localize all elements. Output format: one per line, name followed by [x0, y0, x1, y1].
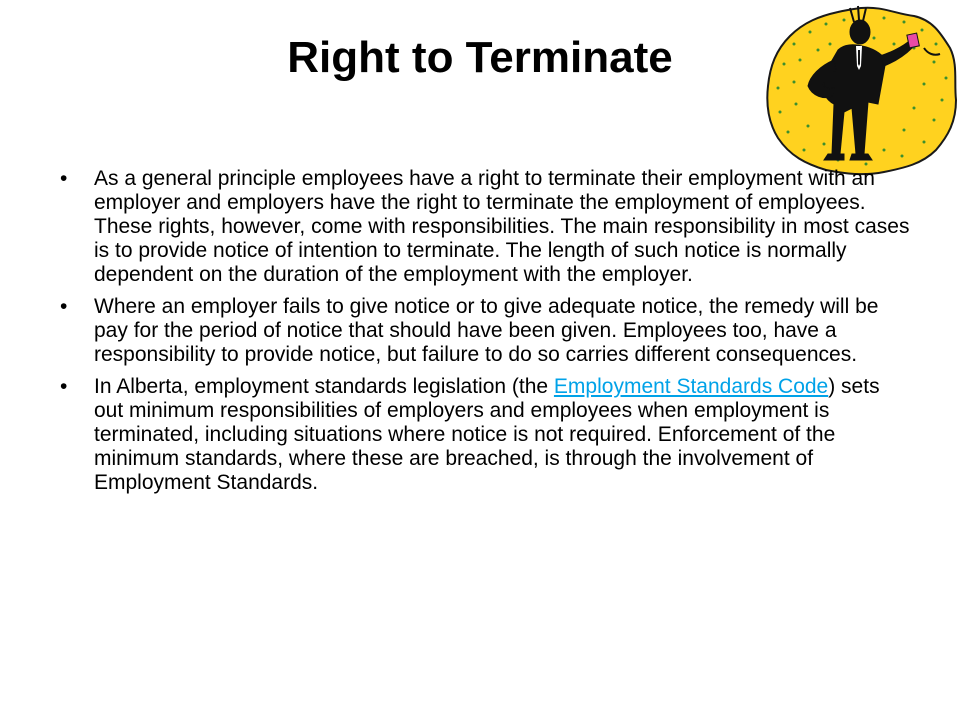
employment-standards-code-link[interactable]: Employment Standards Code — [553, 375, 829, 398]
bullet-item — [58, 167, 914, 287]
slide-title: Right to Terminate — [287, 33, 673, 82]
bullet-text: As a general principle employees have a right to terminate their employment with an employer and employers have the right to terminate the employment of employees. These rights, however, come with responsibilities. The main responsibility in most cases is to provide notice of intention to terminate. The length of such notice is normally dependent on the duration of the employment with the employer. — [94, 167, 910, 286]
bullet-symbol: • — [60, 375, 68, 398]
bullet-item — [58, 375, 914, 495]
bullet-list — [58, 167, 914, 503]
bullet-symbol: • — [60, 295, 68, 318]
businessman-clipart-icon — [764, 4, 958, 176]
bullet-text-before-link: In Alberta, employment standards legislation (the — [94, 375, 554, 398]
bullet-symbol: • — [60, 167, 68, 190]
bullet-text-after-link: ) sets out minimum responsibilities of employers and employees when employment is terminated, including situations where notice is not required. Enforcement of the minimum standards, where these are breached, is through the involvement of Employment Standards. — [94, 375, 880, 494]
bullet-text: Where an employer fails to give notice or to give adequate notice, the remedy will be pay for the period of notice that should have been given. Employees too, have a responsibility to provide notice, but failure to do so carries different consequences. — [94, 295, 879, 366]
bullet-item — [58, 295, 914, 367]
